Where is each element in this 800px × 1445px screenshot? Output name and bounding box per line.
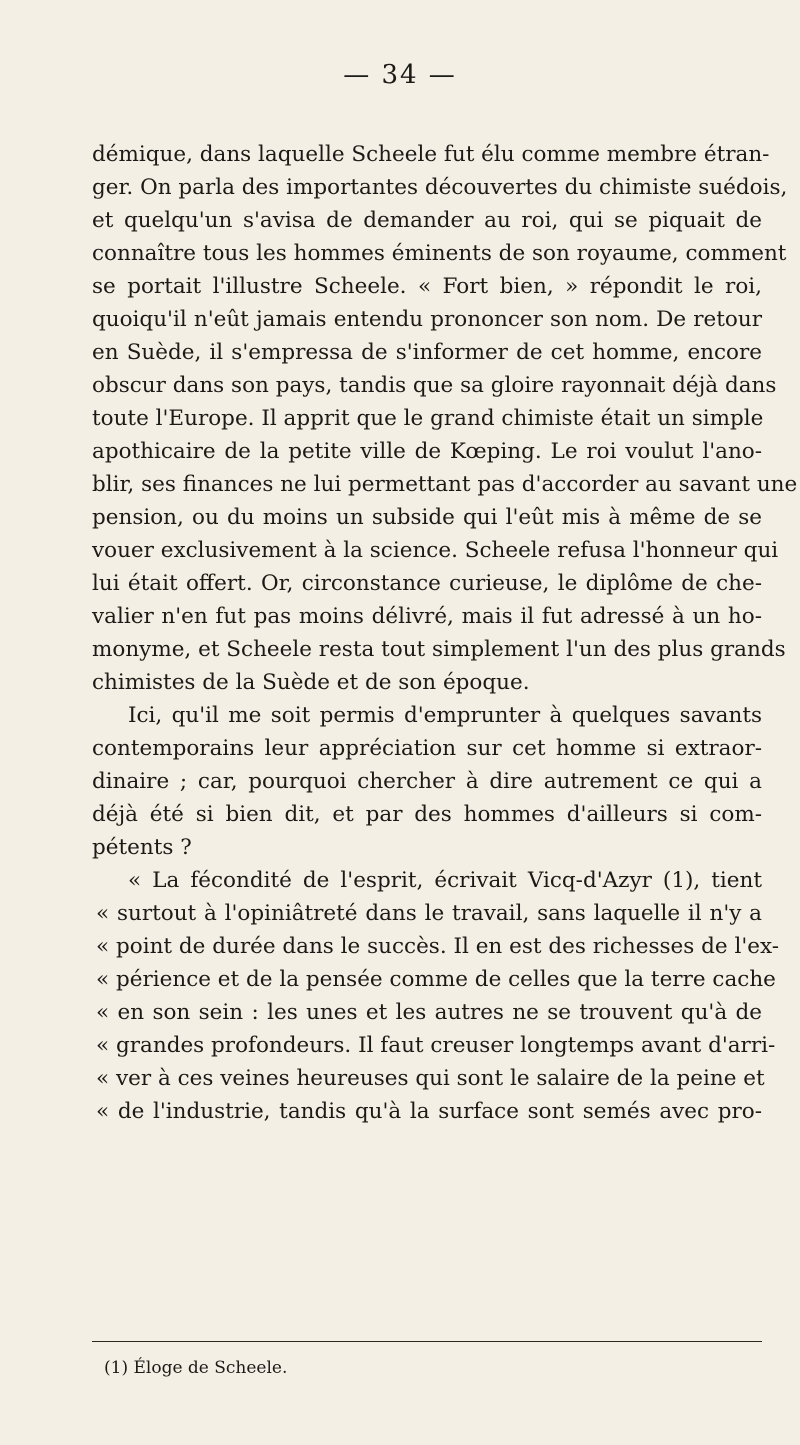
text-line: « périence et de la pensée comme de celles que la terre cache xyxy=(96,967,776,992)
text-line: « en son sein : les unes et les autres ne se trouvent qu'à de xyxy=(96,1000,762,1025)
text-line: vouer exclusivement à la science. Scheele refusa l'honneur qui xyxy=(92,538,779,563)
text-line: connaître tous les hommes éminents de son royaume, comment xyxy=(92,241,787,266)
text-line: « ver à ces veines heureuses qui sont le salaire de la peine et xyxy=(96,1066,765,1091)
footnote-rule xyxy=(92,1341,762,1342)
text-line: dinaire ; car, pourquoi chercher à dire autrement ce qui a xyxy=(92,769,762,794)
text-line: apothicaire de la petite ville de Kœping. Le roi voulut l'ano- xyxy=(92,439,762,464)
text-line: monyme, et Scheele resta tout simplement l'un des plus grands xyxy=(92,637,786,662)
text-line: chimistes de la Suède et de son époque. xyxy=(92,670,530,695)
text-line: quoiqu'il n'eût jamais entendu prononcer son nom. De retour xyxy=(92,307,762,332)
text-line: pétents ? xyxy=(92,835,192,860)
text-line: lui était offert. Or, circonstance curieuse, le diplôme de che- xyxy=(92,571,762,596)
text-line: toute l'Europe. Il apprit que le grand chimiste était un simple xyxy=(92,406,764,431)
text-line: « grandes profondeurs. Il faut creuser longtemps avant d'arri- xyxy=(96,1033,776,1058)
text-line: ger. On parla des importantes découvertes du chimiste suédois, xyxy=(92,175,788,200)
text-line: en Suède, il s'empressa de s'informer de cet homme, encore xyxy=(92,340,762,365)
text-line: « La fécondité de l'esprit, écrivait Vicq-d'Azyr (1), tient xyxy=(128,868,762,893)
text-line: blir, ses finances ne lui permettant pas d'accorder au savant une xyxy=(92,472,798,497)
text-line: valier n'en fut pas moins délivré, mais il fut adressé à un ho- xyxy=(92,604,762,629)
footnote: (1) Éloge de Scheele. xyxy=(104,1358,288,1378)
text-line: pension, ou du moins un subside qui l'eût mis à même de se xyxy=(92,505,762,530)
text-line: obscur dans son pays, tandis que sa gloire rayonnait déjà dans xyxy=(92,373,777,398)
text-line: « surtout à l'opiniâtreté dans le travail, sans laquelle il n'y a xyxy=(96,901,762,926)
text-line: Ici, qu'il me soit permis d'emprunter à quelques savants xyxy=(128,703,762,728)
text-line: démique, dans laquelle Scheele fut élu comme membre étran- xyxy=(92,142,770,167)
text-line: se portait l'illustre Scheele. « Fort bien, » répondit le roi, xyxy=(92,274,762,299)
text-line: déjà été si bien dit, et par des hommes d'ailleurs si com- xyxy=(92,802,762,827)
text-line: « de l'industrie, tandis qu'à la surface sont semés avec pro- xyxy=(96,1099,762,1124)
body-text xyxy=(92,138,798,1128)
text-line: « point de durée dans le succès. Il en est des richesses de l'ex- xyxy=(96,934,779,959)
text-line: et quelqu'un s'avisa de demander au roi, qui se piquait de xyxy=(92,208,762,233)
text-line: contemporains leur appréciation sur cet homme si extraor- xyxy=(92,736,762,761)
page-number: — 34 — xyxy=(343,60,457,90)
